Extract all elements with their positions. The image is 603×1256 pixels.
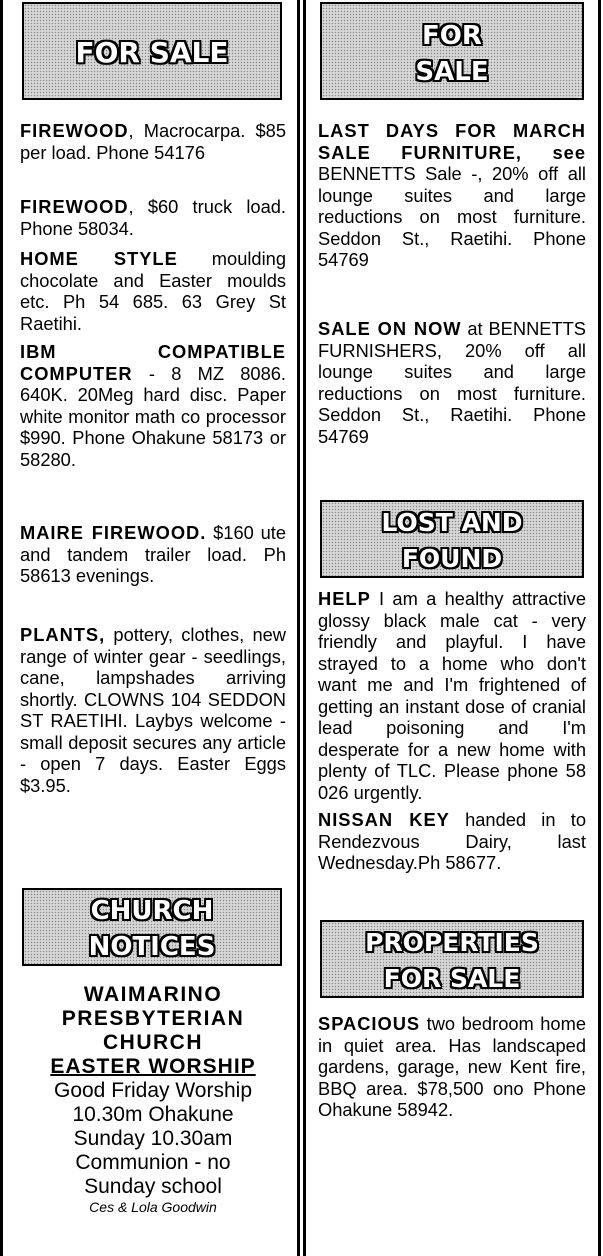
properties-for-sale-banner: PROPERTIES FOR SALE bbox=[320, 920, 584, 998]
church-notices-banner: CHURCH NOTICES bbox=[22, 888, 282, 966]
classified-ad-last-days-sale: LAST DAYS FOR MARCH SALE FURNITURE, see BENNETTS Sale -, 20% off all lounge suites and large reductions on most furniture. Seddon St., Raetihi. Phone 54769 bbox=[318, 120, 586, 270]
for-sale-banner-text: FOR SALE bbox=[75, 36, 229, 69]
right-border-rule bbox=[598, 0, 601, 1256]
center-rule-right bbox=[303, 0, 306, 1256]
classified-ad-firewood-macrocarpa: FIREWOOD, Macrocarpa. $85 per load. Phone 54176 bbox=[20, 120, 286, 163]
center-rule-left bbox=[297, 0, 300, 1256]
lost-and-found-banner: LOST AND FOUND bbox=[320, 500, 584, 578]
classified-ad-home-style: HOME STYLE moulding chocolate and Easter moulds etc. Ph 54 685. 63 Grey St Raetihi. bbox=[20, 248, 286, 334]
classified-ad-nissan-key: NISSAN KEY handed in to Rendezvous Dairy, last Wednesday.Ph 58677. bbox=[318, 809, 586, 873]
church-name-line1: WAIMARINO bbox=[83, 983, 223, 1006]
church-signature: Ces & Lola Goodwin bbox=[89, 1199, 217, 1215]
classified-ad-spacious-home: SPACIOUS two bedroom home in quiet area. Has landscaped gardens, garage, new Kent fire, BBQ area. $78,500 ono Phone Ohakune 58942. bbox=[318, 1013, 586, 1120]
classified-ad-plants: PLANTS, pottery, clothes, new range of winter gear - seedlings, cane, lampshades arriving shortly. CLOWNS 104 SEDDON ST RAETIHI. Laybys welcome - small deposit secures any article - open 7 days. Easter Eggs $3.95. bbox=[20, 624, 286, 796]
classified-ad-help-cat: HELP I am a healthy attractive glossy black male cat - very friendly and playful. I have strayed to a home who don't want me and I'm frightened of getting an instant dose of cranial lead poisoning and I'm desperate for a new home with plenty of TLC. Please phone 58 026 urgently. bbox=[318, 588, 586, 803]
easter-worship-heading: EASTER WORSHIP bbox=[50, 1055, 256, 1078]
for-sale-banner-right: FOR SALE bbox=[320, 2, 584, 100]
for-sale-banner bbox=[22, 2, 282, 100]
classified-ad-firewood-truck: FIREWOOD, $60 truck load. Phone 58034. bbox=[20, 196, 286, 239]
church-name-line2: PRESBYTERIAN bbox=[61, 1007, 245, 1030]
church-name-line3: CHURCH bbox=[103, 1031, 203, 1054]
left-border-rule bbox=[0, 0, 3, 1256]
classified-ad-sale-on-now: SALE ON NOW at BENNETTS FURNISHERS, 20% off all lounge suites and large reductions on most furniture. Seddon St., Raetihi. Phone 54769 bbox=[318, 318, 586, 447]
church-notice: WAIMARINO PRESBYTERIAN CHURCH EASTER WORSHIP Good Friday Worship 10.30m Ohakune Sunday 10.30am Communion - no Sunday school Ces & Lola Goodwin bbox=[20, 983, 286, 1216]
classified-ad-maire-firewood: MAIRE FIREWOOD. $160 ute and tandem trailer load. Ph 58613 evenings. bbox=[20, 522, 286, 586]
classified-ad-ibm-computer: IBM COMPATIBLE COMPUTER - 8 MZ 8086. 640K. 20Meg hard disc. Paper white monitor math co processor $990. Phone Ohakune 58173 or 58280. bbox=[20, 341, 286, 470]
